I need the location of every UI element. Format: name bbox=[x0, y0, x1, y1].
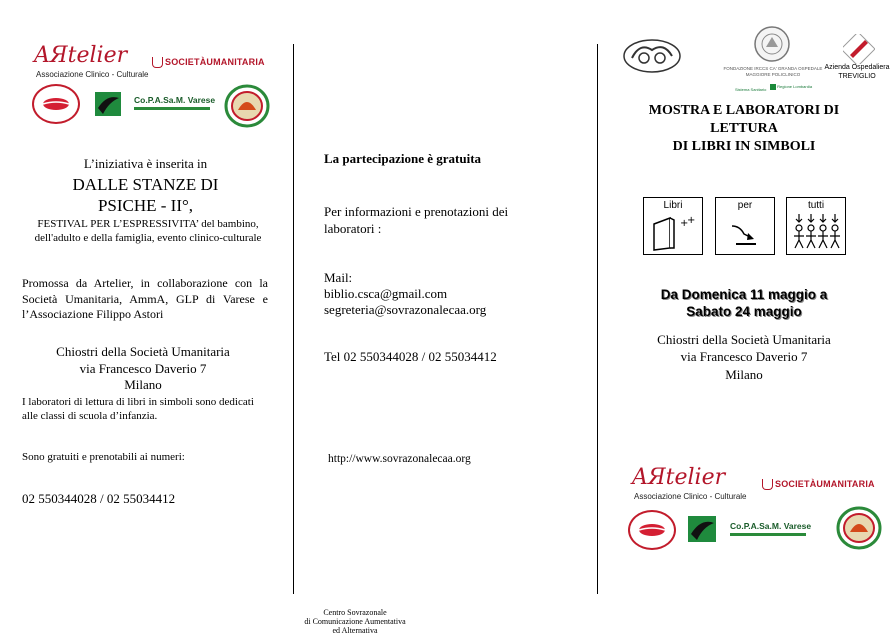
circular-emblem-logo-bottom bbox=[836, 506, 882, 555]
artelier-logo-subtitle-bottom: Associazione Clinico - Culturale bbox=[634, 492, 747, 501]
fondazione-logo-label: FONDAZIONE IRCCS CA' GRANDA OSPEDALE MAGGIORE POLICLINICO bbox=[723, 66, 823, 77]
artelier-logo-subtitle: Associazione Clinico - Culturale bbox=[36, 70, 149, 79]
event-date-end: Sabato 24 maggio bbox=[686, 304, 802, 319]
symbol-card-libri bbox=[643, 197, 703, 255]
symbol-label-tutti: tutti bbox=[807, 200, 825, 211]
info-text: Per informazioni e prenotazioni dei laboratori : bbox=[324, 204, 509, 236]
mail-link-2[interactable]: segreteria@sovrazonalecaa.org bbox=[324, 302, 487, 317]
copasam-underline bbox=[134, 107, 210, 110]
artelier-logo: AЯtelier bbox=[34, 43, 128, 68]
societa-umanitaria-logo-bottom: SOCIETÀUMANITARIA bbox=[762, 479, 875, 490]
event-dates bbox=[612, 286, 876, 320]
people-group-icon bbox=[791, 212, 841, 252]
regione-lombardia-icon bbox=[770, 84, 776, 90]
labs-note: I laboratori di lettura di libri in simboli sono dedicati alle classi di scuola d’infanzia. bbox=[22, 396, 254, 422]
telephone: Tel 02 550344028 / 02 55034412 bbox=[324, 349, 497, 364]
symbol-label-libri: Libri bbox=[663, 200, 683, 211]
main-title-line3: DI LIBRI IN SIMBOLI bbox=[672, 139, 816, 154]
website-link[interactable]: http://www.sovrazonalecaa.org bbox=[328, 453, 471, 465]
fondazione-crest-icon bbox=[752, 25, 792, 68]
copasam-bird-icon-bottom bbox=[688, 514, 718, 544]
copasam-underline-bottom bbox=[730, 533, 806, 536]
free-participation: La partecipazione è gratuita bbox=[324, 151, 482, 166]
svg-text:+: + bbox=[687, 215, 696, 226]
symbol-card-per bbox=[715, 197, 775, 255]
amma-lips-icon-bottom bbox=[630, 512, 674, 548]
left-venue-city: Milano bbox=[124, 377, 162, 392]
symbol-label-per: per bbox=[737, 200, 753, 211]
book-icon bbox=[650, 214, 698, 252]
circular-emblem-logo bbox=[224, 84, 270, 133]
regione-lombardia-label: Regione Lombardia bbox=[770, 84, 812, 90]
amma-logo bbox=[32, 84, 80, 124]
right-venue-name: Chiostri della Società Umanitaria bbox=[657, 332, 831, 347]
arrow-icon bbox=[726, 218, 766, 248]
intro-text: L’iniziativa è inserita in bbox=[83, 156, 208, 171]
sistema-sanitario-label: Sistema Sanitario bbox=[735, 87, 767, 92]
footer-line-2: di Comunicazione Aumentativa bbox=[304, 617, 406, 626]
footer-line-3: ed Alternativa bbox=[332, 626, 378, 635]
right-venue-street: via Francesco Daverio 7 bbox=[680, 349, 808, 364]
left-venue-street: via Francesco Daverio 7 bbox=[79, 361, 207, 376]
right-venue-city: Milano bbox=[725, 367, 763, 382]
societa-umanitaria-mark-icon bbox=[152, 57, 163, 68]
column-divider-left bbox=[293, 44, 294, 594]
copasam-bird-icon bbox=[95, 90, 123, 118]
footer-caption bbox=[290, 608, 420, 635]
azienda-ospedaliera-line1: Azienda Ospedaliera bbox=[824, 64, 890, 71]
csca-logo bbox=[620, 36, 684, 81]
free-note: Sono gratuiti e prenotabili ai numeri: bbox=[22, 451, 185, 463]
societa-umanitaria-logo: SOCIETÀUMANITARIA bbox=[152, 57, 265, 68]
column-divider-right bbox=[597, 44, 598, 594]
promossa-text: Promossa da Artelier, in collaborazione con la Società Umanitaria, AmmA, GLP di Varese e l’Associazione Filippo Astori bbox=[22, 276, 268, 321]
azienda-ospedaliera-line2: TREVIGLIO bbox=[838, 73, 876, 80]
emblem-icon bbox=[224, 84, 270, 128]
festival-title-line1: DALLE STANZE DI bbox=[72, 175, 219, 194]
copasam-logo-bottom bbox=[688, 514, 718, 549]
main-title bbox=[612, 102, 876, 156]
csca-logo-icon bbox=[620, 36, 684, 76]
left-venue-name: Chiostri della Società Umanitaria bbox=[56, 344, 230, 359]
symbol-card-tutti bbox=[786, 197, 846, 255]
event-date-start: Da Domenica 11 maggio a bbox=[660, 287, 828, 302]
festival-title-line2: PSICHE - II°, bbox=[97, 196, 194, 215]
artelier-logo-bottom: AЯtelier bbox=[632, 465, 726, 490]
societa-umanitaria-mark-icon-bottom bbox=[762, 479, 773, 490]
svg-text:+: + bbox=[680, 218, 689, 229]
footer-line-1: Centro Sovrazonale bbox=[323, 608, 387, 617]
main-title-line2: LETTURA bbox=[710, 121, 778, 136]
mail-link-1[interactable]: biblio.csca@gmail.com bbox=[324, 286, 448, 301]
emblem-icon-bottom bbox=[836, 506, 882, 550]
mail-label: Mail: bbox=[324, 270, 353, 285]
copasam-logo bbox=[95, 90, 123, 123]
left-phone-numbers: 02 550344028 / 02 55034412 bbox=[22, 491, 176, 506]
main-title-line1: MOSTRA E LABORATORI DI bbox=[648, 103, 840, 118]
festival-description: FESTIVAL PER L’ESPRESSIVITA’ del bambino, dell'adulto e della famiglia, evento clinico-culturale bbox=[34, 218, 262, 244]
copasam-logo-label-bottom: Co.P.A.Sa.M. Varese bbox=[730, 521, 812, 531]
amma-lips-icon bbox=[34, 86, 78, 122]
copasam-logo-label: Co.P.A.Sa.M. Varese bbox=[134, 95, 216, 105]
amma-logo-bottom bbox=[628, 510, 676, 550]
